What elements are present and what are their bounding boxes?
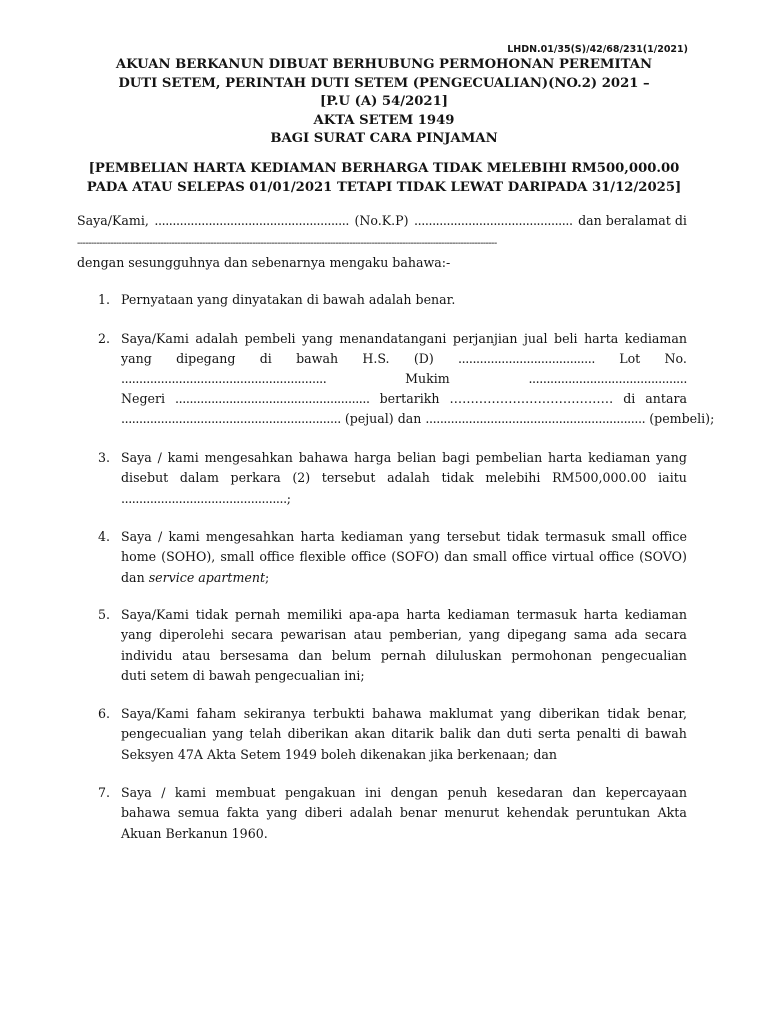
word: diluluskan xyxy=(435,647,502,663)
word: mengesahkan xyxy=(205,529,295,544)
word: memiliki xyxy=(287,607,343,622)
text-line xyxy=(121,724,687,744)
word: duti xyxy=(506,726,532,742)
declarant-line xyxy=(77,211,687,231)
hs-blank[interactable]: ...................................... xyxy=(458,351,595,366)
word: bertarikh xyxy=(379,391,440,406)
word: office xyxy=(511,549,547,565)
item-text xyxy=(121,704,687,765)
word: Saya/Kami xyxy=(121,607,189,622)
address-blank[interactable]: ------------------------------------------------------------------------------------------------------------------------------------------------------- xyxy=(77,238,497,249)
nokp-label: (No.K.P) xyxy=(354,213,409,228)
word: dalam xyxy=(179,470,219,486)
word: diberikan xyxy=(538,706,600,721)
word: bawah xyxy=(296,351,339,366)
text-fragment: ; xyxy=(265,569,270,585)
title-line: AKTA SETEM 1949 xyxy=(313,112,455,128)
word: bawah xyxy=(644,726,687,742)
word: tidak xyxy=(195,607,229,622)
seller-label: (pejual) dan xyxy=(344,411,422,426)
text-line xyxy=(121,468,687,488)
item-text xyxy=(121,329,687,349)
word: kesedaran xyxy=(496,785,563,800)
word: bahawa xyxy=(298,450,349,465)
date-blank[interactable]: ………………………………… xyxy=(449,391,614,406)
word: / xyxy=(161,785,166,800)
word: secara xyxy=(231,627,274,643)
hs-line xyxy=(121,349,687,369)
text-line: Akuan Berkanun 1960. xyxy=(121,825,268,841)
text-line: Seksyen 47A Akta Setem 1949 boleh dikenakan jika berkenaan; dan xyxy=(121,746,558,762)
word: kepercayaan xyxy=(605,785,687,800)
text-fragment: dan xyxy=(121,569,145,585)
word: ada xyxy=(614,627,638,643)
word: office xyxy=(351,549,387,565)
word: harta xyxy=(548,450,583,465)
word: Saya xyxy=(121,450,152,465)
word: yang xyxy=(121,627,152,643)
word: kami xyxy=(167,450,199,465)
word: penalti xyxy=(576,726,621,742)
word: terbukti xyxy=(313,706,365,721)
word: tersebut xyxy=(446,529,501,544)
word: atau xyxy=(353,627,382,643)
word: harta xyxy=(583,607,618,622)
parties-line xyxy=(121,409,714,429)
word: pewarisan xyxy=(280,627,347,643)
word: / xyxy=(158,529,163,544)
text-line xyxy=(121,527,687,547)
word: ditarik xyxy=(391,726,434,742)
text-line xyxy=(121,547,687,567)
word: yang xyxy=(409,529,441,544)
word: perjanjian xyxy=(452,331,518,346)
italic-term: service apartment xyxy=(148,569,266,585)
word: belian xyxy=(397,450,437,465)
reference-number: LHDN.01/35(S)/42/68/231(1/2021) xyxy=(507,44,688,55)
document-subtitle xyxy=(0,160,768,197)
mukim-blank[interactable]: ............................................ xyxy=(528,371,687,386)
word: pengecualian xyxy=(601,647,687,663)
word: harta xyxy=(300,529,335,544)
word: kediaman xyxy=(447,607,510,622)
word: small xyxy=(611,529,646,544)
name-blank[interactable]: ...................................................... xyxy=(154,213,349,228)
word: termasuk xyxy=(545,529,606,544)
word: tidak xyxy=(607,706,640,721)
negeri-line xyxy=(121,389,687,409)
word: (D) xyxy=(413,351,434,366)
word: individu xyxy=(121,647,173,663)
text-line xyxy=(121,605,687,625)
word: melebihi xyxy=(485,470,541,486)
word: sama xyxy=(573,627,608,643)
word: pernah xyxy=(234,607,281,622)
item-number: 2. xyxy=(98,331,111,346)
word: kami xyxy=(168,529,200,544)
document-title xyxy=(0,56,768,149)
word: Saya xyxy=(121,785,152,800)
word: perkara xyxy=(230,470,281,486)
word: dengan xyxy=(390,785,438,800)
word: Lot xyxy=(619,351,641,366)
word: mengesahkan xyxy=(204,450,293,465)
word: small xyxy=(472,549,507,565)
word: tidak xyxy=(441,470,474,486)
word: apa-apa xyxy=(349,607,400,622)
declaration-intro: dengan sesungguhnya dan sebenarnya mengaku bahawa:- xyxy=(77,255,451,270)
word: tersebut xyxy=(321,470,376,486)
word: di xyxy=(259,351,272,366)
word: RM500,000.00 xyxy=(552,470,647,486)
word: office xyxy=(598,549,635,565)
word: serta xyxy=(537,726,571,742)
word: office xyxy=(259,549,295,565)
word: diberikan xyxy=(287,726,349,742)
address-label: dan beralamat di xyxy=(578,213,687,228)
negeri-blank[interactable]: ...................................................... xyxy=(175,391,370,406)
word: (SOVO) xyxy=(639,549,687,565)
word: kediaman xyxy=(624,331,687,346)
price-blank[interactable]: ..............................................; xyxy=(121,490,291,506)
word: pernah xyxy=(380,647,427,663)
subtitle-line: [PEMBELIAN HARTA KEDIAMAN BERHARGA TIDAK MELEBIHI RM500,000.00 xyxy=(88,161,680,176)
text-line xyxy=(121,568,687,588)
item-number: 7. xyxy=(98,785,111,800)
word: ini xyxy=(365,785,382,800)
word: membuat xyxy=(215,785,276,800)
word: Saya xyxy=(121,529,152,544)
word: menurut xyxy=(444,805,500,821)
word: Saya/Kami xyxy=(121,331,189,346)
word: pemberian, xyxy=(389,627,462,643)
word: kehendak xyxy=(506,805,569,821)
word: yang xyxy=(121,351,152,366)
word: atau xyxy=(182,647,211,663)
word: Akta xyxy=(657,805,687,821)
item-text xyxy=(121,448,687,509)
item-number: 1. xyxy=(98,292,111,307)
item-text xyxy=(121,605,687,687)
word: penuh xyxy=(447,785,488,800)
word: adalah xyxy=(195,331,239,346)
word: pembelian xyxy=(475,450,543,465)
title-line: AKUAN BERKANUN DIBUAT BERHUBUNG PERMOHONAN PEREMITAN xyxy=(115,57,653,72)
word: beli xyxy=(554,331,578,346)
word: pengecualian xyxy=(121,726,207,742)
word: dan xyxy=(476,726,501,742)
word: flexible xyxy=(299,549,347,565)
item-text: Pernyataan yang dinyatakan di bawah adalah benar. xyxy=(121,292,456,307)
item-text xyxy=(121,783,687,844)
word: antara xyxy=(645,391,687,406)
word: office xyxy=(651,529,687,544)
word: yang xyxy=(469,627,500,643)
word: home xyxy=(121,549,157,565)
item-number: 3. xyxy=(98,450,111,465)
nokp-blank[interactable]: ............................................ xyxy=(414,213,573,228)
buyer-label: (pembeli); xyxy=(649,411,715,426)
word: H.S. xyxy=(362,351,390,366)
word: yang xyxy=(266,805,298,821)
word: (SOHO), xyxy=(161,549,216,565)
title-line: DUTI SETEM, PERINTAH DUTI SETEM (PENGECUALIAN)(NO.2) 2021 – xyxy=(118,75,650,91)
seller-blank[interactable]: ............................................................. xyxy=(121,411,341,426)
title-line: BAGI SURAT CARA PINJAMAN xyxy=(270,131,498,147)
word: dan xyxy=(298,647,323,663)
word: (SOFO) xyxy=(391,549,440,565)
word: pengakuan xyxy=(285,785,356,800)
word: bagi xyxy=(442,450,470,465)
word: yang xyxy=(500,706,532,721)
lot-blank[interactable]: ......................................................... xyxy=(121,371,327,386)
word: iaitu xyxy=(658,470,687,486)
word: faham xyxy=(196,706,237,721)
word: harga xyxy=(354,450,392,465)
mukim-line xyxy=(121,369,687,389)
word: telah xyxy=(249,726,282,742)
word: Saya/Kami xyxy=(121,706,189,721)
word: di xyxy=(623,391,636,406)
word: harta xyxy=(584,331,619,346)
word: kediaman xyxy=(341,529,404,544)
word: yang xyxy=(212,726,244,742)
word: bersesama xyxy=(219,647,289,663)
word: dipegang xyxy=(176,351,236,366)
text-line xyxy=(121,646,687,666)
word: akan xyxy=(354,726,386,742)
item-text xyxy=(121,527,687,588)
word: fakta xyxy=(226,805,260,821)
word: tidak xyxy=(506,529,539,544)
word: secara xyxy=(644,627,687,643)
word: adalah xyxy=(387,470,430,486)
text-line xyxy=(121,704,687,724)
subtitle-line: PADA ATAU SELEPAS 01/01/2021 TETAPI TIDAK LEWAT DARIPADA 31/12/2025] xyxy=(86,179,682,195)
word: Negeri xyxy=(121,391,166,406)
word: semua xyxy=(177,805,220,821)
word: benar xyxy=(399,805,438,821)
item-number: 4. xyxy=(98,529,111,544)
word: pembeli xyxy=(244,331,296,346)
word: virtual xyxy=(552,549,594,565)
word: kediaman xyxy=(588,450,651,465)
word: harta xyxy=(406,607,441,622)
title-line: [P.U (A) 54/2021] xyxy=(319,94,449,110)
word: yang xyxy=(656,450,687,465)
word: menandatangani xyxy=(339,331,447,346)
word: diberi xyxy=(304,805,343,821)
word: disebut xyxy=(121,470,169,486)
word: belum xyxy=(331,647,372,663)
word: No. xyxy=(664,351,687,366)
word: bahawa xyxy=(372,706,422,721)
text-line xyxy=(121,448,687,468)
word: maklumat xyxy=(429,706,493,721)
word: kami xyxy=(174,785,207,800)
buyer-blank[interactable]: ............................................................. xyxy=(425,411,646,426)
item-number: 5. xyxy=(98,607,111,622)
saya-kami-label: Saya/Kami, xyxy=(77,213,149,228)
word: permohonan xyxy=(511,647,592,663)
word: diperolehi xyxy=(159,627,224,643)
text-line xyxy=(121,783,687,803)
word: di xyxy=(626,726,639,742)
word: / xyxy=(157,450,162,465)
word: Mukim xyxy=(405,371,450,386)
item-number: 6. xyxy=(98,706,111,721)
word: kediaman xyxy=(624,607,687,622)
word: termasuk xyxy=(516,607,577,622)
word: balik xyxy=(439,726,471,742)
word: bahawa xyxy=(121,805,171,821)
word: yang xyxy=(302,331,333,346)
word: jual xyxy=(523,331,548,346)
word: dan xyxy=(444,549,468,565)
word: sekiranya xyxy=(243,706,306,721)
text-line xyxy=(121,803,687,823)
word: dipegang xyxy=(507,627,567,643)
word: benar, xyxy=(647,706,687,721)
word: small xyxy=(220,549,255,565)
word: (2) xyxy=(292,470,311,486)
text-line: duti setem di bawah pengecualian ini; xyxy=(121,668,365,684)
text-line xyxy=(121,625,687,645)
word: dan xyxy=(572,785,597,800)
word: peruntukan xyxy=(575,805,651,821)
word: adalah xyxy=(349,805,393,821)
